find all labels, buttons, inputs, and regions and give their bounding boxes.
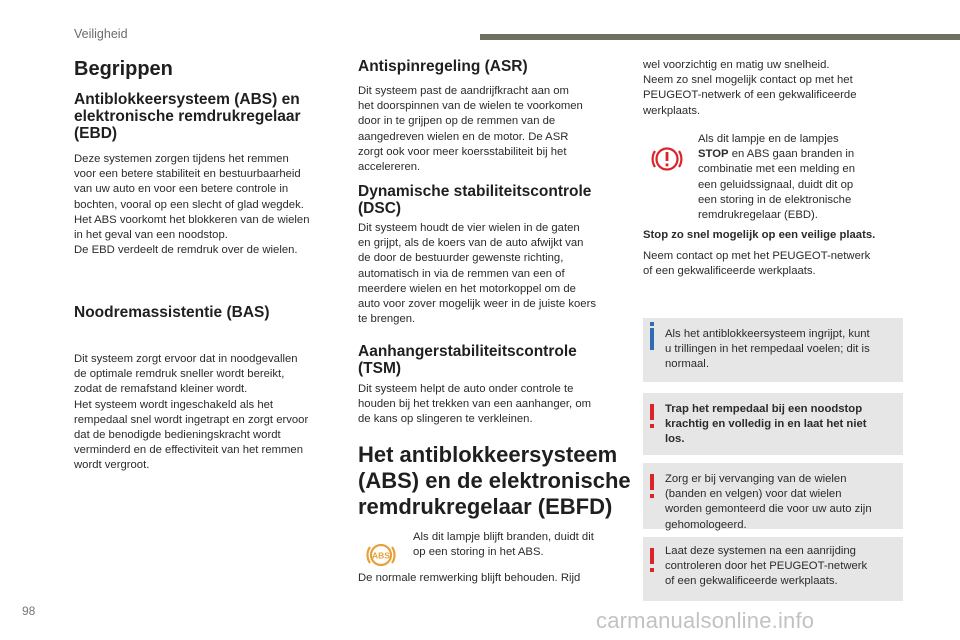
info-icon: [650, 328, 654, 350]
stop-warning-text: Stop zo snel mogelijk op een veilige plaats.: [643, 229, 876, 241]
warning-exclamation-icon: [650, 404, 654, 420]
continued-text: wel voorzichtig en matig uw snelheid. Neem zo snel mogelijk contact op met het PEUGEOT-netwerk of een gekwalificeerde werkplaats.: [643, 59, 857, 117]
info-box-text: Als het antiblokkeersysteem ingrijpt, kunt u trillingen in het rempedaal voelen; dit is normaal.: [665, 328, 870, 371]
abs-ebd-text: Deze systemen zorgen tijdens het remmen voor een betere stabiliteit en bestuurbaarheid van uw auto en voor een betere controle in bochten, vooral op een slecht of glad wegdek. Het ABS voorkomt het blokkeren van de wielen in het geval van een noodstop. De EBD verdeelt de remdruk over de wielen.: [74, 153, 310, 257]
bas-heading: Noodremassistentie (BAS): [74, 304, 270, 321]
warning-box-collision: [643, 537, 903, 601]
page-number: 98: [22, 604, 36, 618]
stop-lamp-text-post: en ABS gaan branden in combinatie met een melding en een geluidssignaal, duidt dit op een storing in de elektronische remdrukregelaar (EBD).: [698, 148, 855, 222]
contact-text: Neem contact op met het PEUGEOT-netwerk of een gekwalificeerde werkplaats.: [643, 250, 871, 278]
warning-box-wheels: [643, 463, 903, 529]
asr-text: Dit systeem past de aandrijfkracht aan om het doorspinnen van de wielen te voorkomen door in te grijpen op de remmen van de aangedreven wielen en de motor. De ASR zorgt ook voor meer koersstabiliteit bij het accelereren.: [358, 85, 583, 174]
tsm-text: Dit systeem helpt de auto onder controle te houden bij het trekken van een aanhanger, om de kans op slingeren te verkleinen.: [358, 383, 592, 426]
warning-exclamation-dot: [650, 568, 654, 572]
warning-collision-text: Laat deze systemen na een aanrijding controleren door het PEUGEOT-netwerk of een gekwalificeerde werkplaats.: [665, 545, 868, 588]
info-box: [643, 318, 903, 382]
brake-fault-warning-icon: [649, 141, 685, 177]
page-title: Begrippen: [74, 58, 173, 80]
abs-lamp-text: Als dit lampje blijft branden, duidt dit op een storing in het ABS.: [413, 531, 594, 559]
warning-exclamation-icon: [650, 474, 654, 490]
tsm-heading: Aanhangerstabiliteitscontrole (TSM): [358, 343, 577, 377]
watermark: carmanualsonline.info: [596, 608, 815, 633]
header-rule: [480, 34, 960, 40]
dsc-text: Dit systeem houdt de vier wielen in de gaten en grijpt, als de koers van de auto afwijkt van de door de bestuurder gewenste richting, automatisch in via de remmen van een of meerdere wielen en het motorkoppel om de auto voor zover mogelijk weer in de juiste koers te brengen.: [358, 222, 596, 326]
info-icon-dot: [650, 322, 654, 326]
warning-exclamation-dot: [650, 424, 654, 428]
stop-keyword: STOP: [698, 148, 729, 161]
ebfd-heading: Het antiblokkeersysteem (ABS) en de elektronische remdrukregelaar (EBFD): [358, 442, 631, 519]
abs-ebd-heading: Antiblokkeersysteem (ABS) en elektronische remdrukregelaar (EBD): [74, 91, 301, 142]
stop-lamp-text: [698, 132, 908, 223]
warning-emergency-text: Trap het rempedaal bij een noodstop krachtig en volledig in en laat het niet los.: [665, 403, 867, 446]
warning-exclamation-dot: [650, 494, 654, 498]
abs-warning-lamp-icon: [364, 538, 398, 572]
asr-heading: Antispinregeling (ASR): [358, 58, 528, 75]
section-label: Veiligheid: [74, 27, 128, 41]
bas-text: Dit systeem zorgt ervoor dat in noodgevallen de optimale remdruk sneller wordt bereikt, zodat de remafstand kleiner wordt. Het systeem wordt ingeschakeld als het rempedaal snel wordt ingetrapt en zorgt ervoor dat de benodigde bedieningskracht wordt verminderd en de effectiviteit van het remmen wordt vergroot.: [74, 353, 309, 472]
warning-box-emergency: [643, 393, 903, 455]
warning-wheels-text: Zorg er bij vervanging van de wielen (banden en velgen) voor dat wielen worden gemonteerd die voor uw auto zijn gehomologeerd.: [665, 473, 872, 531]
abs-icon-label: ABS: [372, 550, 390, 561]
warning-exclamation-icon: [650, 548, 654, 564]
normal-braking-text: De normale remwerking blijft behouden. Rijd: [358, 572, 581, 584]
stop-lamp-text-pre: Als dit lampje en de lampjes: [698, 133, 839, 145]
dsc-heading: Dynamische stabiliteitscontrole (DSC): [358, 183, 592, 217]
